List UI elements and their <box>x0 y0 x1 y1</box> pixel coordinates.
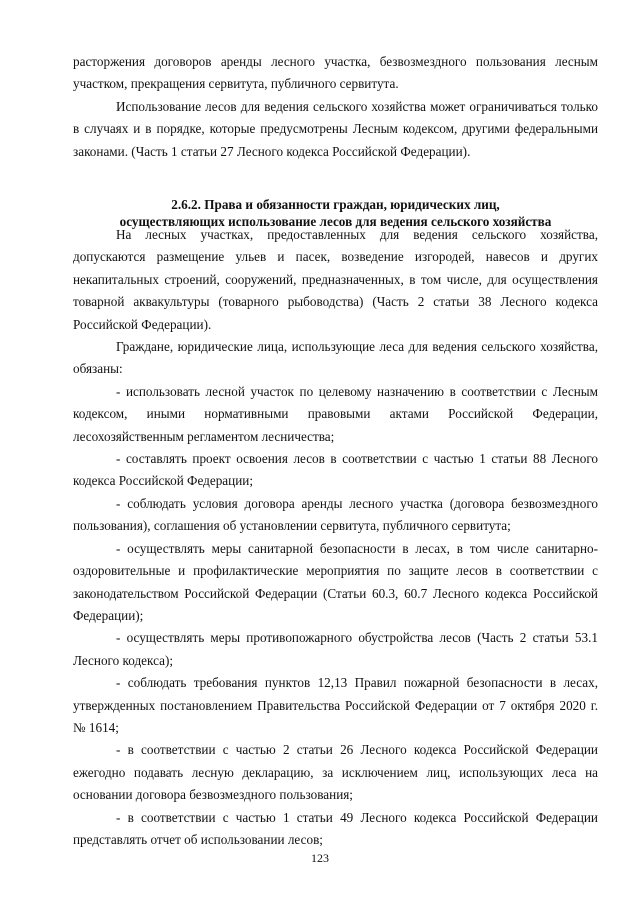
obligation-item: - соблюдать требования пунктов 12,13 Правил пожарной безопасности в лесах, утвержденных постановлением Правительства Российской Федерации от 7 октября 2020 г. № 1614; <box>73 675 598 735</box>
obligation-item: - осуществлять меры санитарной безопасности в лесах, в том числе санитарно-оздоровительные и профилактические мероприятия по защите лесов в соответствии с законодательством Российской Федерации (Статьи 60.3, 60.7 Лесного кодекса Российской Федерации); <box>73 540 598 623</box>
obligation-item: - использовать лесной участок по целевому назначению в соответствии с Лесным кодексом, иными нормативными правовыми актами Российской Федерации, лесохозяйственным регламентом лесничества; <box>73 383 598 444</box>
obligation-item: - в соответствии с частью 1 статьи 49 Лесного кодекса Российской Федерации представлять отчет об использовании лесов; <box>73 809 598 847</box>
paragraph-permitted-structures: На лесных участках, предоставленных для ведения сельского хозяйства, допускаются размещение ульев и пасек, возведение изгородей, навесов и других некапитальных строений, сооружений, предназначенных, в том числе, для осуществления товарной аквакультуры (товарного рыбоводства) (Часть 2 статьи 38 Лесного кодекса Российской Федерации). <box>73 227 598 332</box>
intro-paragraph-continued: расторжения договоров аренды лесного участка, безвозмездного пользования лесным участком, прекращения сервитута, публичного сервитута. <box>73 54 598 92</box>
intro-text <box>73 51 598 163</box>
obligation-item: - соблюдать условия договора аренды лесного участка (договора безвозмездного пользования), соглашения об установлении сервитута, публичного сервитута; <box>73 495 598 534</box>
section-body <box>73 224 598 851</box>
page-number: 123 <box>311 851 329 865</box>
intro-paragraph-restrictions: Использование лесов для ведения сельского хозяйства может ограничиваться только в случаях и в порядке, которые предусмотрены Лесным кодексом, другими федеральными законами. (Часть 1 статьи 27 Лесного кодекса Российской Федерации). <box>73 98 598 159</box>
obligation-item: - составлять проект освоения лесов в соответствии с частью 1 статьи 88 Лесного кодекса Российской Федерации; <box>73 451 598 489</box>
obligation-item: - в соответствии с частью 2 статьи 26 Лесного кодекса Российской Федерации ежегодно подавать лесную декларацию, за исключением лиц, использующих леса на основании договора безвозмездного пользования; <box>73 742 598 803</box>
section-heading-line-1: 2.6.2. Права и обязанности граждан, юридических лиц, <box>171 197 500 212</box>
section-heading-line-2: осуществляющих использование лесов для ведения сельского хозяйства <box>119 214 552 229</box>
obligation-item: - осуществлять меры противопожарного обустройства лесов (Часть 2 статьи 53.1 Лесного кодекса); <box>73 630 598 668</box>
paragraph-obligations-intro: Граждане, юридические лица, использующие леса для ведения сельского хозяйства, обязаны: <box>73 339 598 377</box>
